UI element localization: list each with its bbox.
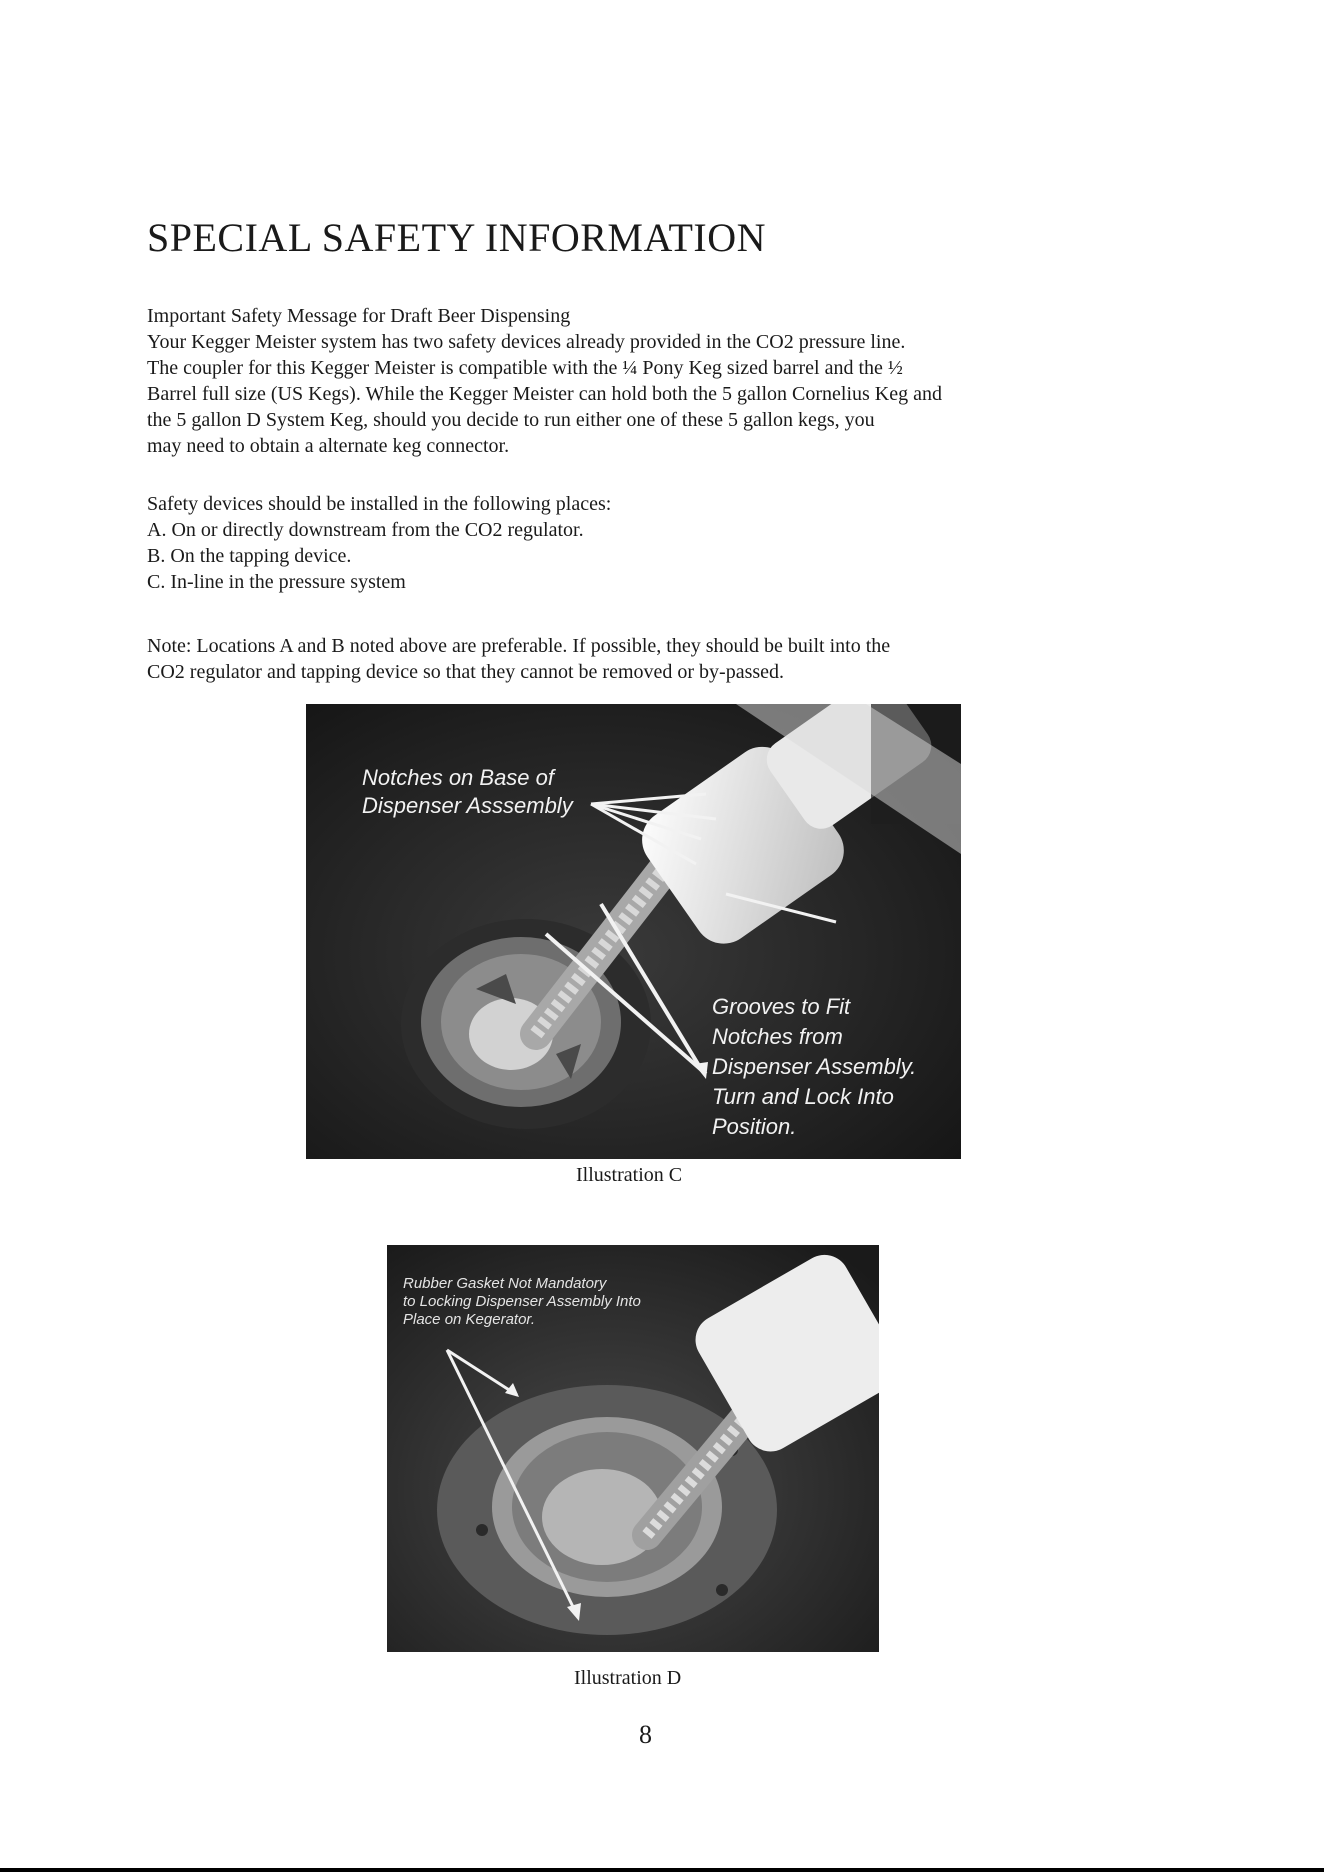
illustration-d-photo xyxy=(387,1245,879,1652)
illustration-d-caption: Illustration D xyxy=(574,1667,682,1689)
list-item: B. On the tapping device. xyxy=(147,545,352,567)
notches-label-line: Notches on Base of xyxy=(362,765,555,790)
page-bottom-border xyxy=(0,1868,1324,1872)
intro-line: may need to obtain a alternate keg connector. xyxy=(147,435,510,457)
note-paragraph xyxy=(147,633,890,685)
note-line: CO2 regulator and tapping device so that they cannot be removed or by-passed. xyxy=(147,661,785,683)
list-item: C. In-line in the pressure system xyxy=(147,571,406,593)
grooves-label-line: Position. xyxy=(712,1114,797,1139)
intro-line: Barrel full size (US Kegs). While the Kegger Meister can hold both the 5 gallon Cornelius Keg and xyxy=(147,383,942,405)
intro-line: the 5 gallon D System Keg, should you decide to run either one of these 5 gallon kegs, you xyxy=(147,409,875,431)
note-line: Note: Locations A and B noted above are preferable. If possible, they should be built into the xyxy=(147,635,891,657)
page-title: SPECIAL SAFETY INFORMATION xyxy=(147,215,766,260)
grooves-label xyxy=(712,992,916,1142)
gasket-label-line: to Locking Dispenser Assembly Into xyxy=(403,1293,641,1310)
illustration-c-caption: Illustration C xyxy=(576,1164,683,1186)
list-heading: Safety devices should be installed in the following places: xyxy=(147,493,612,515)
illustration-c-photo xyxy=(306,704,961,1159)
gasket-label xyxy=(403,1275,641,1329)
gasket-label-line: Place on Kegerator. xyxy=(403,1311,536,1328)
grooves-label-line: Turn and Lock Into xyxy=(712,1084,894,1109)
grooves-label-line: Notches from xyxy=(712,1024,843,1049)
safety-device-places-list xyxy=(147,491,611,595)
intro-paragraph xyxy=(147,303,942,459)
gasket-label-line: Rubber Gasket Not Mandatory xyxy=(403,1275,607,1292)
list-item: A. On or directly downstream from the CO2 regulator. xyxy=(147,519,584,541)
notches-label-line: Dispenser Asssembly xyxy=(362,793,573,818)
intro-line: Your Kegger Meister system has two safety devices already provided in the CO2 pressure line. xyxy=(147,331,906,353)
grooves-label-line: Grooves to Fit xyxy=(712,994,851,1019)
intro-line: The coupler for this Kegger Meister is compatible with the ¼ Pony Keg sized barrel and the ½ xyxy=(147,357,903,379)
page-number: 8 xyxy=(639,1720,652,1749)
grooves-label-line: Dispenser Assembly. xyxy=(712,1054,917,1079)
intro-line: Important Safety Message for Draft Beer Dispensing xyxy=(147,305,571,327)
notches-label xyxy=(362,764,573,820)
